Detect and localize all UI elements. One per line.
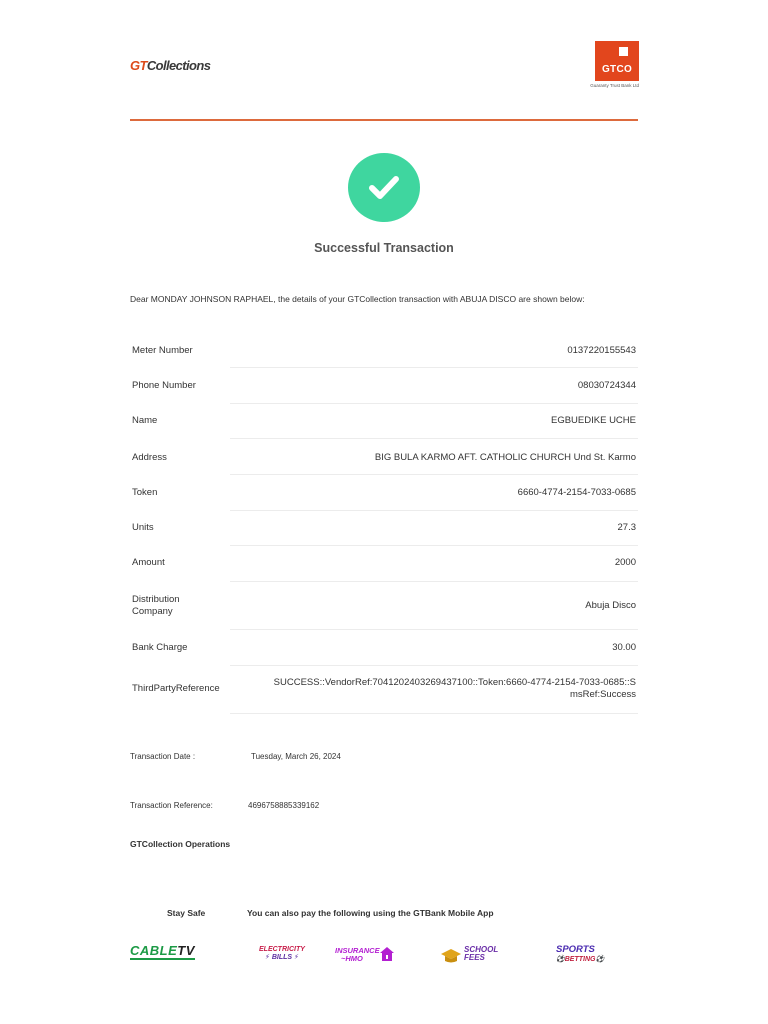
brand-suffix: Collections [146,58,211,73]
school-text: SCHOOL [464,945,499,954]
tv-text: TV [177,943,195,958]
gtco-logo-subtitle: Guaranty Trust Bank Ltd [590,83,639,88]
transaction-reference-value: 4696758885339162 [248,801,320,810]
graduation-cap-icon [441,948,461,964]
row-value: SUCCESS::VendorRef:7041202403269437100::Token:6660-4774-2154-7033-0685::SmsRef:Success [273,677,636,700]
row-label: Token [132,487,158,498]
transaction-date-label: Transaction Date : [130,752,196,761]
row-label: Distribution Company [132,594,180,617]
logo-square-icon [619,47,628,56]
sports-betting-logo: SPORTS ⚽BETTING⚽ [556,944,605,963]
row-label: Name [132,415,158,426]
row-label: Units [132,522,154,533]
insurance-text: INSURANCE [335,946,380,955]
stay-safe-text: Stay Safe [167,908,206,918]
row-value: 08030724344 [577,380,636,391]
row-divider [230,665,638,666]
row-label: Meter Number [132,345,193,356]
also-pay-text: You can also pay the following using the GTBank Mobile App [247,908,494,918]
fees-text: FEES [464,953,485,962]
electricity-bills-logo: ELECTRICITY ⚡ BILLS ⚡ [259,946,305,961]
intro-message: Dear MONDAY JOHNSON RAPHAEL, the details of your GTCollection transaction with ABUJA DISCO are shown below: [130,294,585,304]
betting-text: BETTING [564,956,596,963]
row-divider [230,581,638,582]
row-value: 0137220155543 [567,345,636,356]
row-value: BIG BULA KARMO AFT. CATHOLIC CHURCH Und St. Karmo [374,452,636,463]
row-label: Address [132,452,167,463]
row-divider [230,367,638,368]
school-fees-logo [464,946,498,962]
row-value: Abuja Disco [585,600,636,611]
row-divider [230,474,638,475]
electricity-text: ELECTRICITY [259,946,305,953]
row-value: EGBUEDIKE UCHE [551,415,636,426]
hmo-text: ~HMO [341,954,363,963]
house-icon [380,947,394,961]
row-value: 6660-4774-2154-7033-0685 [517,487,636,498]
checkmark-circle-icon [348,153,420,222]
row-divider [230,403,638,404]
row-value: 27.3 [617,522,636,533]
brand-prefix: GT [130,58,147,73]
row-label: Amount [132,557,165,568]
row-value: 30.00 [612,642,636,653]
transaction-date-value: Tuesday, March 26, 2024 [251,752,341,761]
row-divider [230,713,638,714]
gtcollections-logo [130,58,210,73]
gtco-logo-text: GTCO [601,64,633,75]
signature: GTCollection Operations [130,839,231,849]
row-label: ThirdPartyReference [132,683,220,694]
header-divider [130,119,638,121]
gtco-logo [595,41,639,81]
status-title: Successful Transaction [314,241,454,255]
row-value: 2000 [614,557,636,568]
insurance-hmo-logo [335,947,380,963]
cable-tv-logo [130,944,195,960]
transaction-reference-label: Transaction Reference: [130,801,213,810]
bills-text: BILLS [271,954,293,961]
sports-text: SPORTS [556,944,595,955]
row-divider [230,510,638,511]
row-label: Bank Charge [132,642,188,653]
cable-text: CABLE [130,943,178,958]
row-label: Phone Number [132,380,196,391]
row-divider [230,629,638,630]
row-divider [230,438,638,439]
row-divider [230,545,638,546]
